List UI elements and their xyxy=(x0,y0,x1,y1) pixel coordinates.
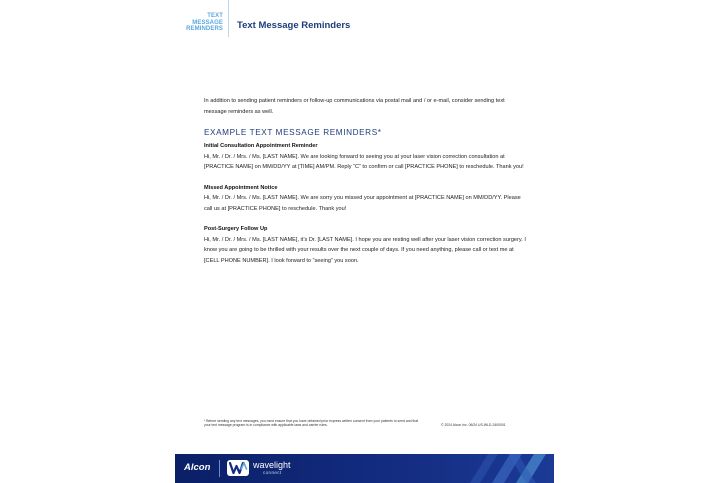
example-body: Hi, Mr. / Dr. / Mrs. / Ms. [LAST NAME], it’s Dr. [LAST NAME]. I hope you are resting well after your laser vision correction surgery. I know you are going to be thrilled with your results over the next couple of days. If you need anything, please call or text me at [CELL PHONE NUMBER]. I look forward to “seeing” you soon. xyxy=(204,236,526,264)
document-content xyxy=(204,96,526,276)
header-tag xyxy=(175,13,223,33)
wavelight-logo-subtext: connect xyxy=(263,470,282,475)
section-heading: EXAMPLE TEXT MESSAGE REMINDERS* xyxy=(204,128,382,137)
example-body: Hi, Mr. / Dr. / Mrs. / Ms. [LAST NAME]. We are sorry you missed your appointment at [PRACTICE NAME] on MM/DD/YY. Please call us at [PRACTICE PHONE] to reschedule. Thank you! xyxy=(204,195,521,212)
footer-brand-band xyxy=(175,454,554,483)
example-body: Hi, Mr. / Dr. / Mrs. / Ms. [LAST NAME]. We are looking forward to seeing you at your laser vision correction consultation at [PRACTICE NAME] on MM/DD/YY at [TIME] AM/PM. Reply “C” to confirm or call [PRACTICE PHONE] to reschedule. Thank you! xyxy=(204,153,524,170)
intro-paragraph: In addition to sending patient reminders or follow-up communications via postal mail and / or e-mail, consider sending text message reminders as well. xyxy=(204,98,505,115)
header-tag-line: TEXT xyxy=(207,13,223,19)
example-title: Missed Appointment Notice xyxy=(204,184,278,191)
page-title: Text Message Reminders xyxy=(237,20,351,31)
header-divider xyxy=(228,0,229,37)
wavelight-logo-icon xyxy=(227,460,249,476)
wavelight-logo-text: wavelight xyxy=(253,460,291,470)
footnote: * Before sending any text messages, you must ensure that you have obtained prior express written consent from your patients to send and that your text message program is in compliance with applicable laws and carrier rules. xyxy=(204,419,419,428)
copyright-notice: © 2024 Alcon Inc. 06/24 US-WLD-2400001 xyxy=(441,423,506,427)
logo-separator xyxy=(219,460,220,477)
example-block xyxy=(204,141,526,173)
example-block xyxy=(204,224,526,266)
header-tag-line: REMINDERS xyxy=(186,26,223,32)
document-page xyxy=(175,0,554,483)
example-title: Initial Consultation Appointment Reminder xyxy=(204,143,318,149)
decorative-wave-graphic xyxy=(464,454,554,483)
example-title: Post-Surgery Follow Up xyxy=(204,226,268,232)
example-block xyxy=(204,183,526,215)
header-tag-line: MESSAGE xyxy=(192,19,223,26)
alcon-logo: Alcon xyxy=(184,462,211,473)
